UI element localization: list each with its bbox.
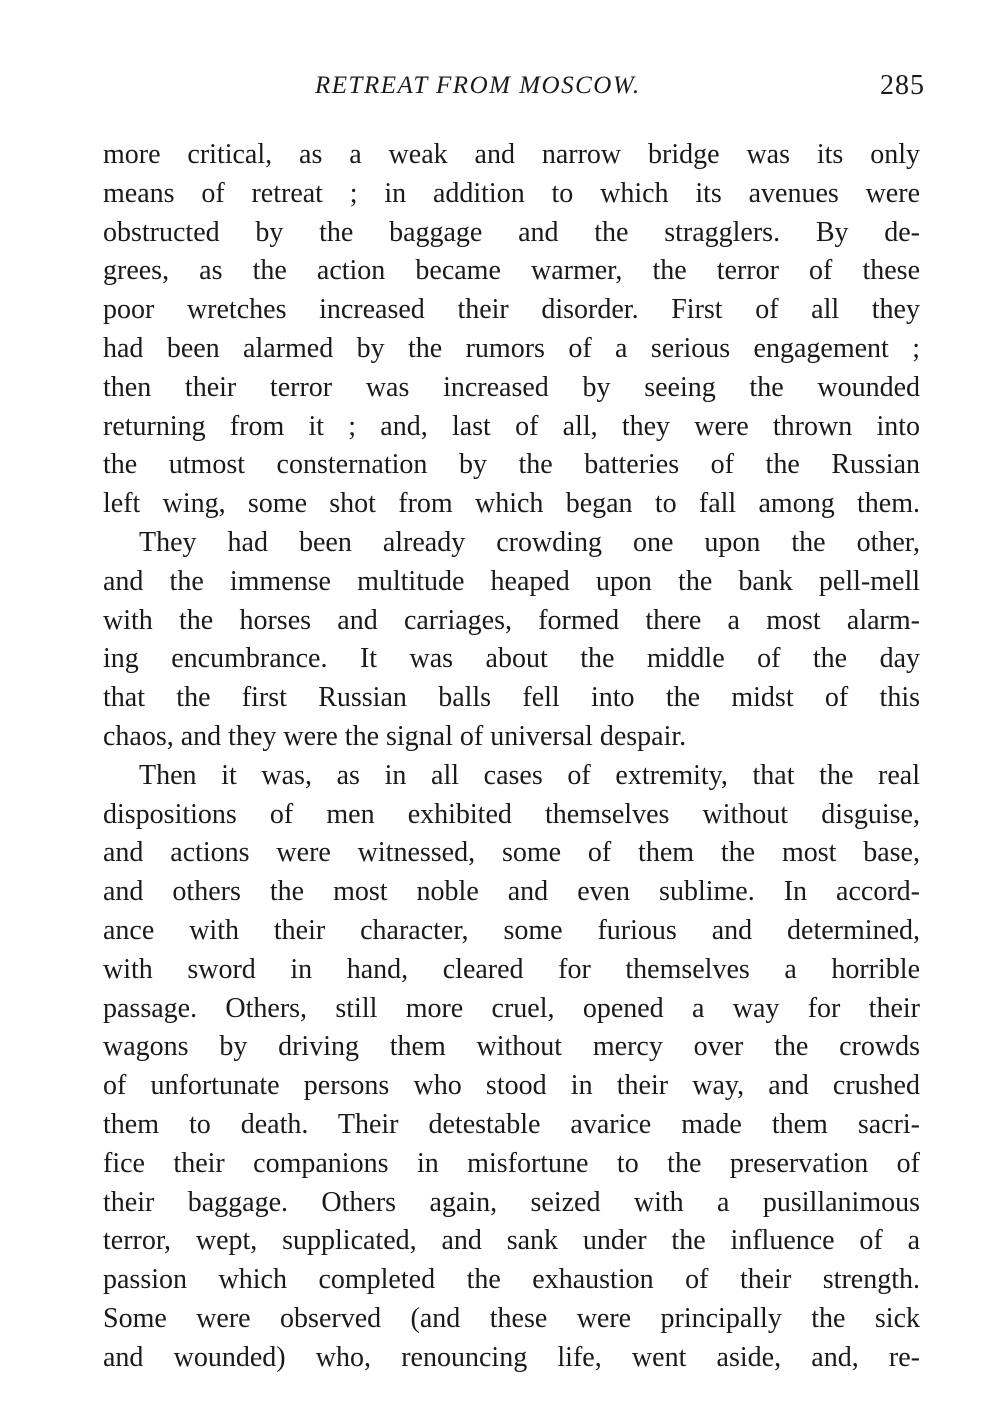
text-line: They had been already crowding one upon the other, [139, 526, 920, 558]
text-line: means of retreat ; in addition to which its avenues were [103, 177, 920, 209]
text-line: and wounded) who, renouncing life, went aside, and, re- [103, 1341, 920, 1373]
text-line: fice their companions in misfortune to the preservation of [103, 1147, 920, 1179]
text-line: and actions were witnessed, some of them the most base, [103, 837, 920, 869]
text-line: dispositions of men exhibited themselves without disguise, [103, 798, 920, 830]
paragraph [103, 524, 920, 757]
text-line: passage. Others, still more cruel, opened a way for their [103, 992, 920, 1024]
text-line: ance with their character, some furious and determined, [103, 914, 920, 946]
text-line: obstructed by the baggage and the stragglers. By de- [103, 216, 920, 248]
text-line: the utmost consternation by the batteries of the Russian [103, 449, 920, 481]
page-header [103, 72, 925, 112]
paragraph [103, 757, 920, 1378]
text-line: of unfortunate persons who stood in their way, and crushed [103, 1070, 920, 1102]
page-number: 285 [880, 70, 925, 101]
paragraph [103, 136, 920, 524]
text-line: and the immense multitude heaped upon the bank pell-mell [103, 565, 920, 597]
text-line: terror, wept, supplicated, and sank under the influence of a [103, 1225, 920, 1257]
text-line: Then it was, as in all cases of extremity, that the real [139, 759, 920, 791]
text-line: left wing, some shot from which began to fall among them. [103, 488, 920, 520]
text-line: with the horses and carriages, formed there a most alarm- [103, 604, 920, 636]
text-line: Some were observed (and these were principally the sick [103, 1302, 920, 1334]
text-line: returning from it ; and, last of all, they were thrown into [103, 410, 920, 442]
running-title: RETREAT FROM MOSCOW. [315, 72, 641, 99]
text-line: then their terror was increased by seeing the wounded [103, 371, 920, 403]
text-line: more critical, as a weak and narrow bridge was its only [103, 139, 920, 170]
text-line: them to death. Their detestable avarice made them sacri- [103, 1108, 920, 1140]
text-line: and others the most noble and even sublime. In accord- [103, 876, 920, 908]
text-line: poor wretches increased their disorder. First of all they [103, 294, 920, 326]
text-line: with sword in hand, cleared for themselves a horrible [103, 953, 920, 985]
text-line: their baggage. Others again, seized with a pusillanimous [103, 1186, 920, 1218]
body-text [103, 136, 920, 1378]
text-line: that the first Russian balls fell into the midst of this [103, 682, 920, 714]
text-line: passion which completed the exhaustion of their strength. [103, 1264, 920, 1296]
text-line: chaos, and they were the signal of universal despair. [103, 720, 687, 752]
text-line: wagons by driving them without mercy over the crowds [103, 1031, 920, 1063]
text-line: had been alarmed by the rumors of a serious engagement ; [103, 332, 920, 364]
text-line: ing encumbrance. It was about the middle of the day [103, 643, 920, 675]
text-line: grees, as the action became warmer, the terror of these [103, 255, 920, 287]
